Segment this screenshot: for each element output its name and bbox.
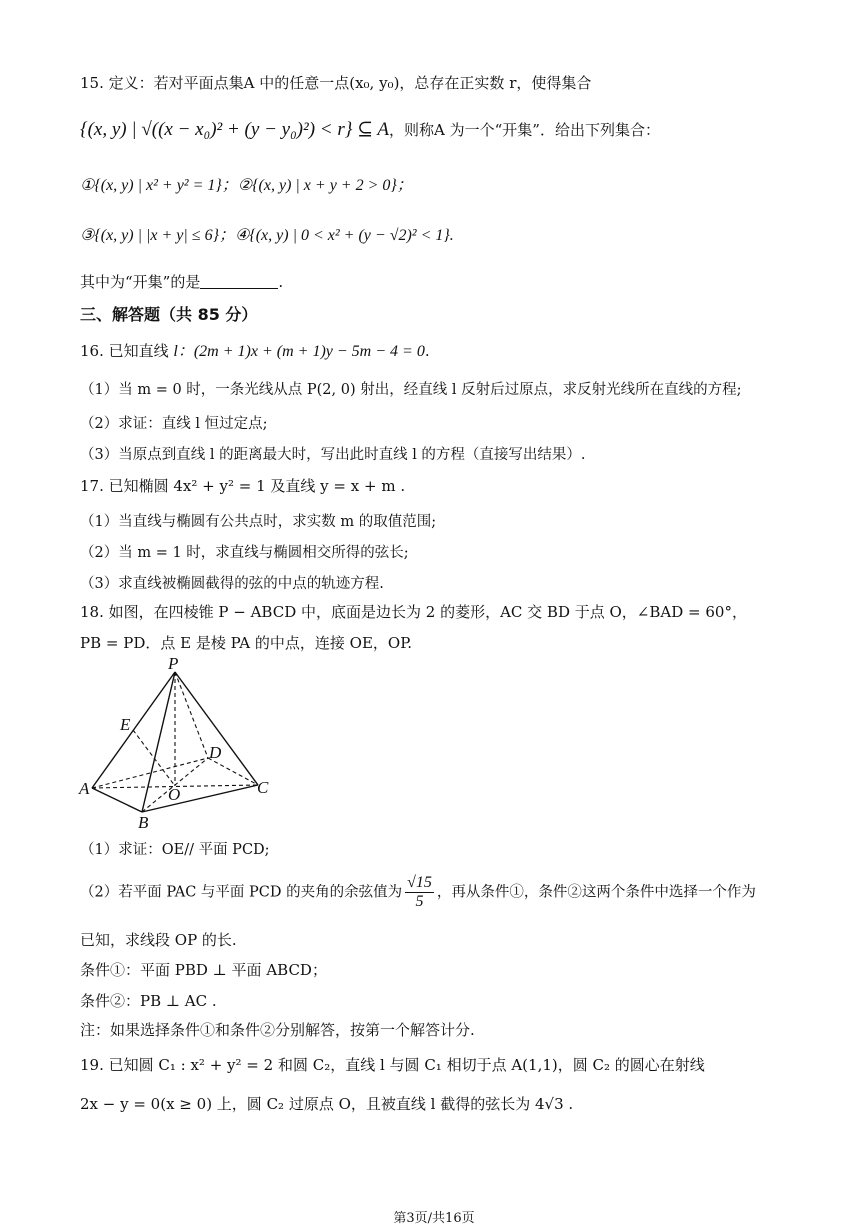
q18-part2-line2: 已知，求线段 OP 的长. [80,931,237,949]
q18-cosine-fraction [405,874,434,911]
q16-stem [80,338,430,361]
q15-options-1-2: ①{(x, y) | x² + y² = 1}；②{(x, y) | x + y + 2 > 0}； [80,177,413,194]
q15-question-text: 其中为“开集”的是 [80,273,201,291]
q16-part2: （2）求证：直线 l 恒过定点; [80,416,268,432]
label-p: P [168,654,179,673]
q18-fraction-denominator: 5 [415,893,424,910]
pyramid-figure [70,650,290,835]
q18-fraction-numerator: √15 [407,874,432,891]
label-a: A [79,779,90,798]
q15-question-end: . [278,273,284,291]
q15-answer-blank [200,274,278,289]
q15-question [80,271,283,292]
q17-part3: （3）求直线被椭圆截得的弦的中点的轨迹方程. [80,576,384,592]
q15-options-3-4: ③{(x, y) | |x + y| ≤ 6}；④{(x, y) | 0 < x² + (y − √2)² < 1}. [80,227,454,244]
label-e: E [120,715,131,734]
q15-line1: 15. 定义：若对平面点集A 中的任意一点(x₀, y₀)，总存在正实数 r，使得集合 [80,74,592,92]
q19-line2: 2x − y = 0(x ≥ 0) 上，圆 C₂ 过原点 O，且被直线 l 截得的弦长为 4√3 . [80,1095,574,1113]
q17-stem: 17. 已知椭圆 4x² + y² = 1 及直线 y = x + m . [80,477,406,495]
q16-part1: （1）当 m = 0 时，一条光线从点 P(2, 0) 射出，经直线 l 反射后过原点，求反射光线所在直线的方程; [80,382,742,398]
label-c: C [257,778,269,797]
q19-line1: 19. 已知圆 C₁ : x² + y² = 2 和圆 C₂，直线 l 与圆 C₁ 相切于点 A(1,1)，圆 C₂ 的圆心在射线 [80,1056,705,1074]
q16-part3: （3）当原点到直线 l 的距离最大时，写出此时直线 l 的方程（直接写出结果）. [80,447,586,463]
q16-stem-pre: 16. 已知直线 [80,342,169,360]
q16-stem-end: . [424,342,430,360]
q18-part2 [80,874,756,911]
q18-condition2: 条件②：PB ⊥ AC . [80,992,217,1010]
q15-line2 [80,118,660,141]
q16-line-equation: l：(2m + 1)x + (m + 1)y − 5m − 4 = 0 [173,343,425,360]
q18-part2-post: ，再从条件①，条件②这两个条件中选择一个作为 [436,884,756,901]
q18-part1: （1）求证：OE// 平面 PCD; [80,842,270,858]
label-b: B [138,813,149,832]
q15-line2-text: ，则称A 为一个“开集”．给出下列集合： [389,121,660,139]
q17-part2: （2）当 m = 1 时，求直线与椭圆相交所得的弦长; [80,545,409,561]
q18-note: 注：如果选择条件①和条件②分别解答，按第一个解答计分. [80,1021,475,1039]
q15-open-set-definition: {(x, y) | √((x − x₀)² + (y − y₀)²) < r} ⊆ A [80,119,390,140]
q18-stem-line1: 18. 如图，在四棱锥 P − ABCD 中，底面是边长为 2 的菱形，AC 交 BD 于点 O，∠BAD = 60°， [80,603,747,621]
section-heading-answers: 三、解答题（共 85 分） [80,305,258,324]
q18-part2-pre: （2）若平面 PAC 与平面 PCD 的夹角的余弦值为 [80,884,403,901]
q18-condition1: 条件①：平面 PBD ⊥ 平面 ABCD； [80,961,327,979]
label-o: O [168,785,181,804]
q18-stem-line2: PB = PD．点 E 是棱 PA 的中点，连接 OE，OP. [80,634,413,652]
page-number-footer: 第3页/共16页 [393,1211,475,1226]
label-d: D [209,743,222,762]
q17-part1: （1）当直线与椭圆有公共点时，求实数 m 的取值范围; [80,514,437,530]
